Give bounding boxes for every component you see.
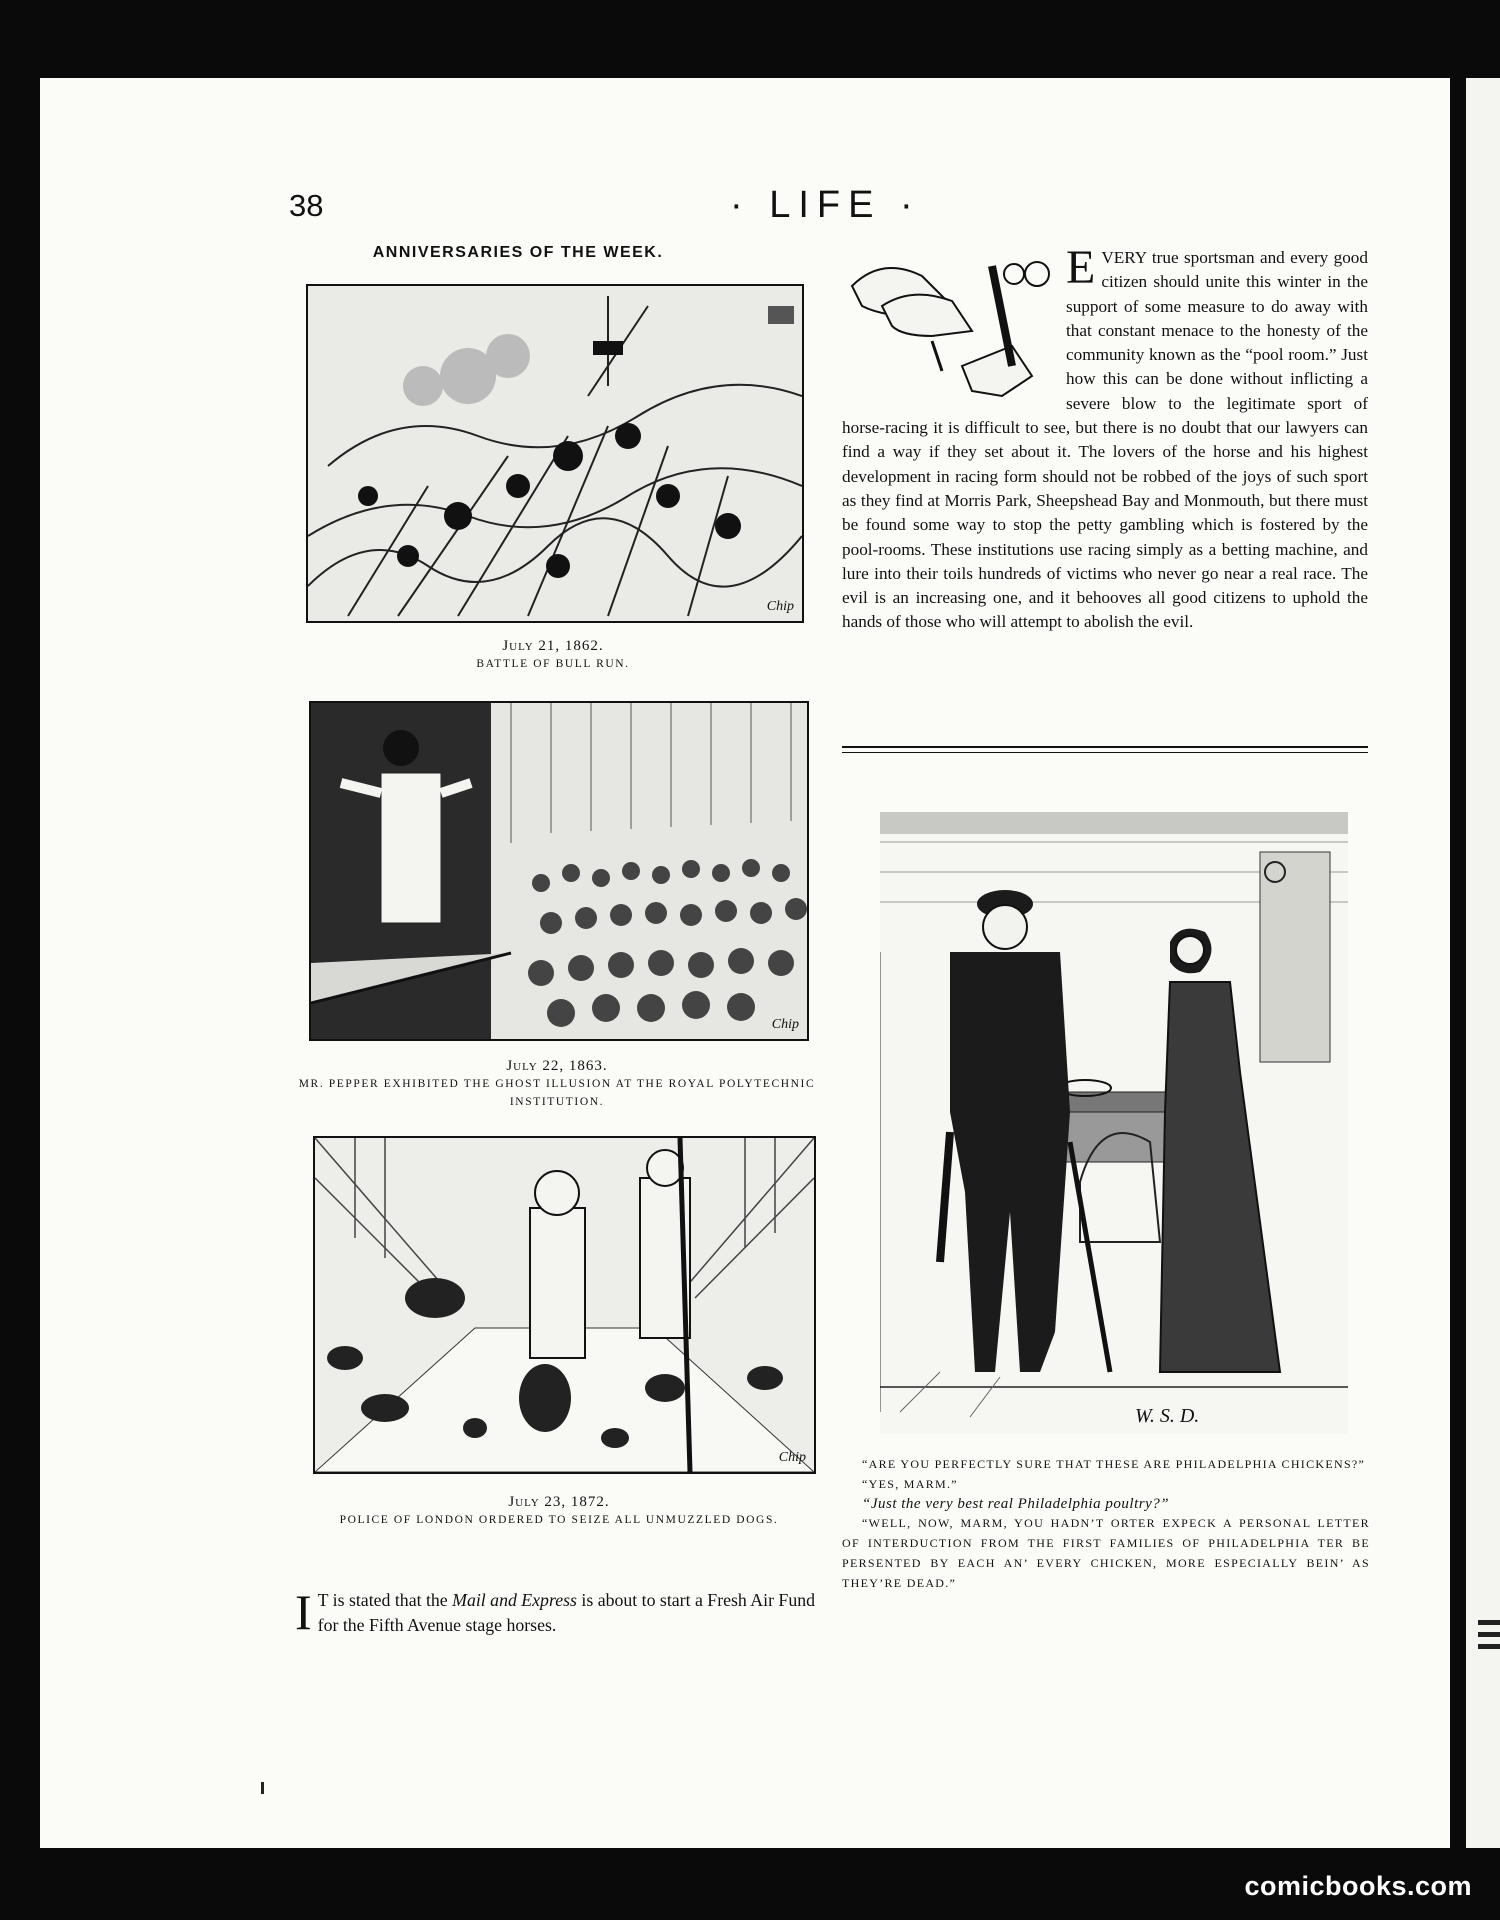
caption-description: BATTLE OF BULL RUN.: [476, 658, 630, 670]
column-divider: [842, 746, 1368, 753]
dialogue-line: “YES, MARM.”: [862, 1476, 958, 1491]
facing-page-edge: [1466, 78, 1500, 1848]
dialogue-line: “ARE YOU PERFECTLY SURE THAT THESE ARE PHILADELPHIA CHICKENS?”: [862, 1457, 1366, 1471]
caption-date: July 21, 1862.: [502, 638, 604, 654]
dialogue-line: “WELL, NOW, MARM, YOU HADN’T ORTER EXPECK A PERSONAL LETTER OF INTERDUCTION FROM THE FIRST FAMILIES OF PHILADELPHIA TER BE PERSENTED BY EACH AN’ EVERY CHICKEN, MORE ESPECIALLY BEIN’ AS THEY’RE DEAD.”: [842, 1516, 1370, 1590]
cartoon-dialogue: [842, 1455, 1370, 1594]
ghost-illusion-illustration: [309, 701, 809, 1041]
ink-speck: [261, 1782, 264, 1794]
editorial-column: [842, 241, 1368, 635]
caption-date: July 23, 1872.: [508, 1494, 610, 1510]
note-text-after: is about to start a Fresh Air Fund for the Fifth Avenue stage horses.: [317, 1589, 815, 1635]
illustrator-signature: Chip: [766, 599, 794, 614]
page-number: 38: [289, 188, 324, 223]
dialogue-line: “Just the very best real Philadelphia poultry?”: [862, 1495, 1170, 1512]
facing-page-marks: [1478, 1620, 1500, 1656]
cartoon-illustration: [880, 812, 1348, 1434]
cartoon-signature: W. S. D.: [1135, 1405, 1200, 1427]
book-gutter: [1450, 78, 1466, 1848]
illustrator-signature: Chip: [771, 1017, 799, 1032]
editorial-float-spacer: [842, 246, 1066, 416]
caption-2: [296, 1058, 818, 1111]
editorial-dropcap: E: [1066, 241, 1096, 294]
illustrator-signature: Chip: [778, 1450, 806, 1465]
unmuzzled-dogs-illustration: [313, 1136, 816, 1474]
caption-date: July 22, 1863.: [506, 1058, 608, 1074]
note-text-before: T is stated that the: [317, 1589, 453, 1610]
caption-3: [298, 1494, 820, 1529]
note-dropcap: I: [295, 1583, 312, 1640]
section-title: ANNIVERSARIES OF THE WEEK.: [372, 244, 664, 261]
battle-illustration: [306, 284, 804, 623]
editorial-text: VERY true sportsman and every good citizen should unite this winter in the support of some measure to do away with that constant menace to the honesty of the community known as the “pool room.” Just how this can be done without inflicting a severe blow to the legitimate sport of horse-racing it is difficult to see, but there is no doubt that our lawyers can find a way if they set about it. The lovers of the horse and his highest development in racing form should not be robbed of the joys of such sport as they find at Morris Park, Sheepshead Bay and Monmouth, but there must be found some way to stop the petty gambling which is fostered by the pool-rooms. These institutions use racing simply as a betting machine, and lure into their toils hundreds of victims who never go near a real race. The evil is an increasing one, and it behooves all good citizens to uphold the hands of those who will attempt to abolish the evil.: [842, 248, 1368, 632]
stage-horses-note: [295, 1570, 815, 1656]
masthead: · LIFE ·: [730, 184, 921, 226]
caption-1: [306, 638, 800, 673]
caption-description: MR. PEPPER EXHIBITED THE GHOST ILLUSION AT THE ROYAL POLYTECHNIC INSTITUTION.: [298, 1078, 816, 1108]
note-newspaper-name: Mail and Express: [452, 1589, 577, 1610]
watermark: comicbooks.com: [1244, 1871, 1472, 1901]
caption-description: POLICE OF LONDON ORDERED TO SEIZE ALL UNMUZZLED DOGS.: [339, 1514, 779, 1526]
